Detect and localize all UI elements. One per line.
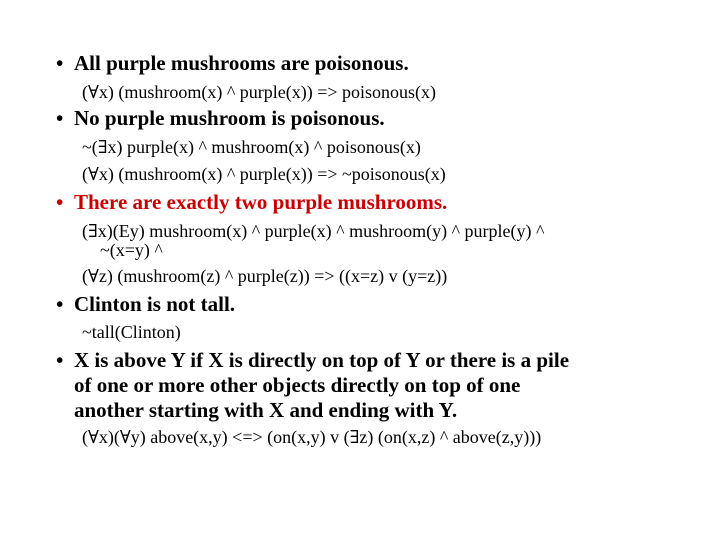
bullet-5-heading-line-2: of one or more other objects directly on top of one	[74, 373, 521, 397]
bullet-marker: •	[56, 106, 64, 130]
bullet-1-formula: (∀x) (mushroom(x) ^ purple(x)) => poisonous(x)	[82, 82, 437, 102]
bullet-2-formula-1: ~(∃x) purple(x) ^ mushroom(x) ^ poisonous(x)	[82, 137, 421, 157]
bullet-4-heading: Clinton is not tall.	[74, 292, 236, 316]
bullet-marker: •	[56, 190, 64, 214]
bullet-3-heading: There are exactly two purple mushrooms.	[74, 190, 448, 214]
bullet-1-heading: All purple mushrooms are poisonous.	[74, 51, 409, 75]
bullet-3-formula-3: (∀z) (mushroom(z) ^ purple(z)) => ((x=z) v (y=z))	[82, 266, 448, 286]
bullet-3-formula-2: ~(x=y) ^	[100, 240, 163, 260]
bullet-4-formula: ~tall(Clinton)	[82, 322, 181, 342]
bullet-3-formula-1: (∃x)(Ey) mushroom(x) ^ purple(x) ^ mushroom(y) ^ purple(y) ^	[82, 221, 545, 241]
bullet-5-heading-line-3: another starting with X and ending with Y.	[74, 398, 458, 422]
bullet-2-formula-2: (∀x) (mushroom(x) ^ purple(x)) => ~poisonous(x)	[82, 164, 446, 184]
bullet-5-formula: (∀x)(∀y) above(x,y) <=> (on(x,y) v (∃z) (on(x,z) ^ above(z,y)))	[82, 427, 542, 447]
bullet-marker: •	[56, 51, 64, 75]
bullet-2-heading: No purple mushroom is poisonous.	[74, 106, 385, 130]
bullet-marker: •	[56, 348, 64, 372]
bullet-marker: •	[56, 292, 64, 316]
bullet-5-heading-line-1: X is above Y if X is directly on top of Y or there is a pile	[74, 348, 570, 372]
